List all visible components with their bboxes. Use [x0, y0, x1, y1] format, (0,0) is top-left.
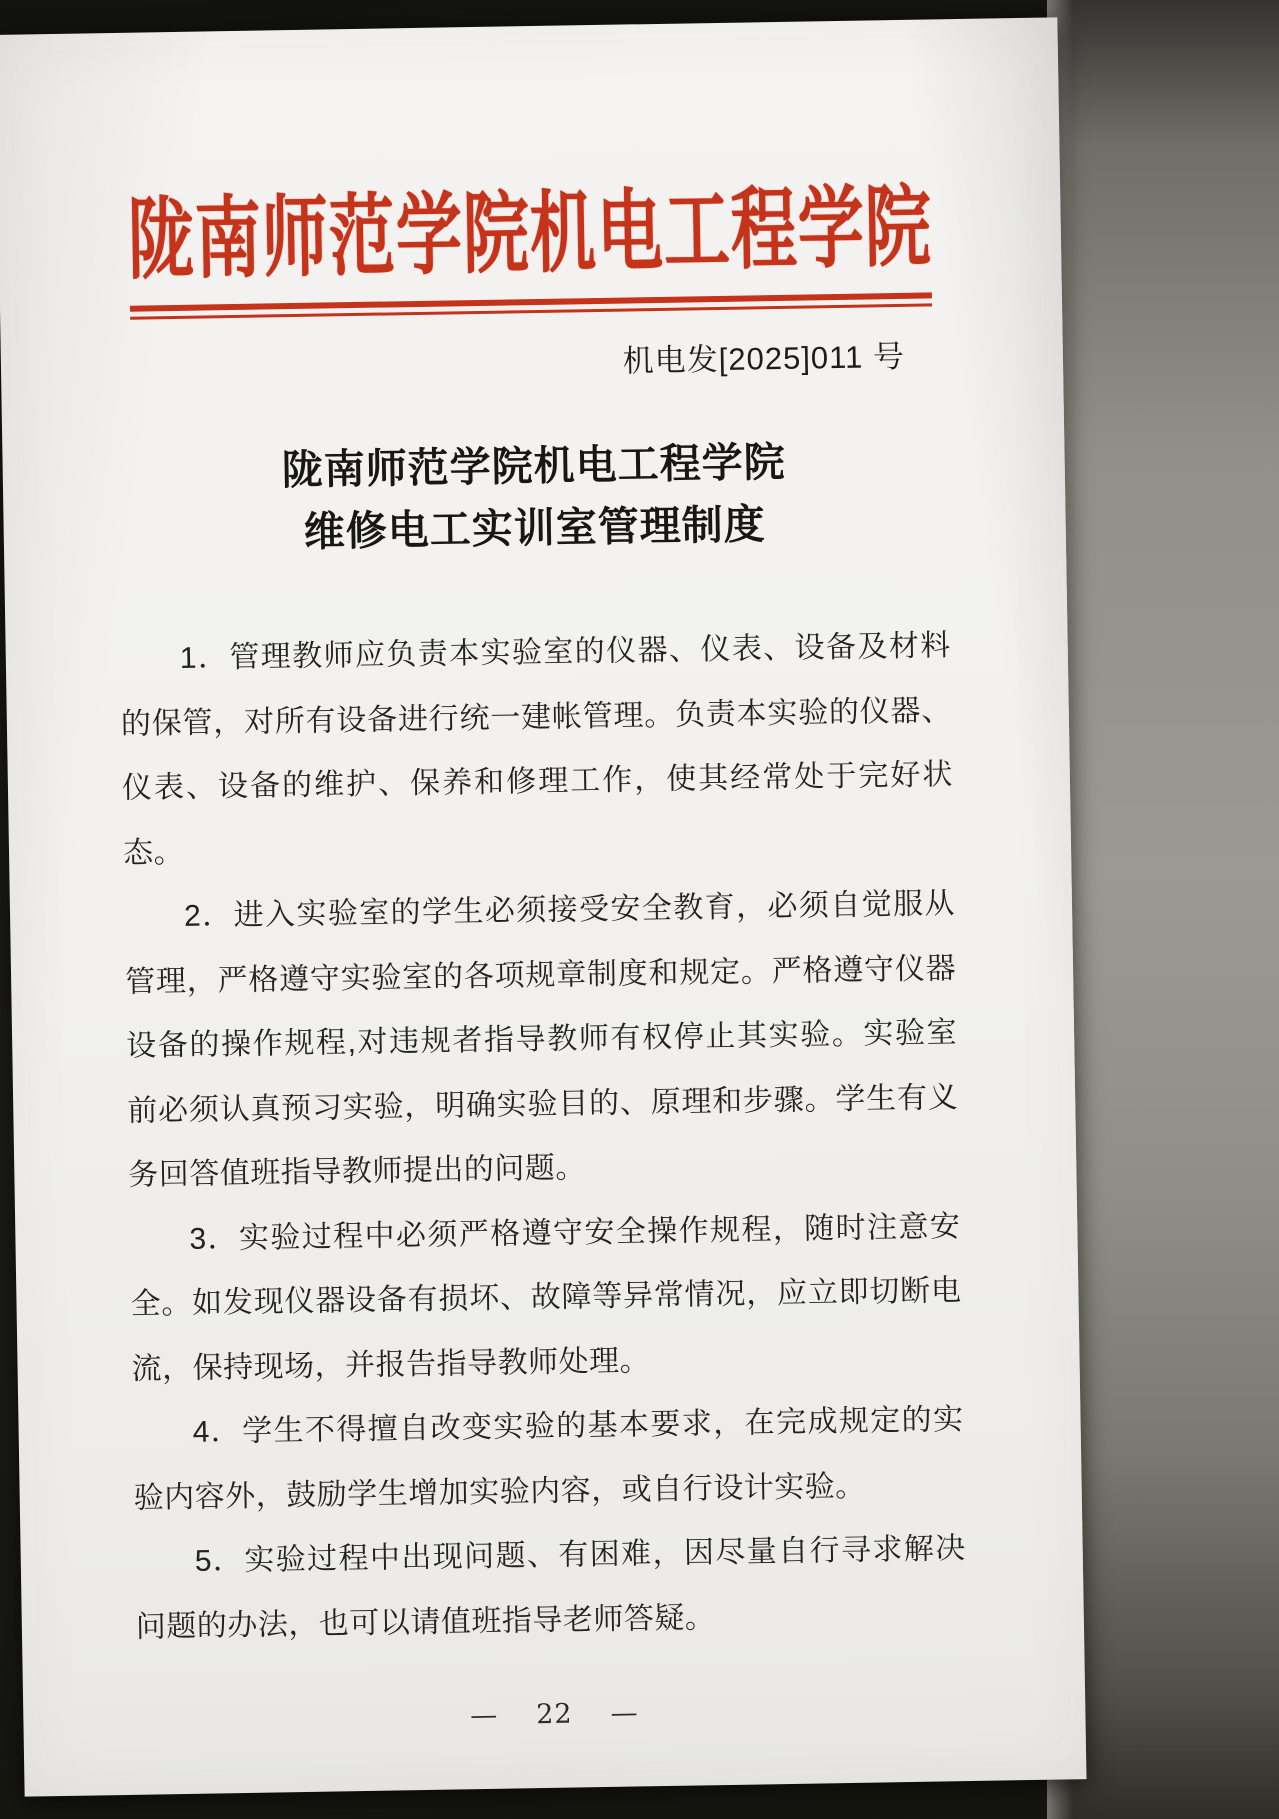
document-title-line1: 陇南师范学院机电工程学院 [281, 438, 787, 494]
footer-dash-right: — [610, 1697, 639, 1729]
paragraph-4: 4．学生不得擅自改变实验的基本要求，在完成规定的实验内容外，鼓励学生增加实验内容，或自行设计实验。 [133, 1403, 964, 1515]
letterhead-title: 陇南师范学院机电工程学院 [127, 173, 933, 293]
page-footer [23, 1690, 1085, 1739]
document-body [119, 614, 967, 1660]
page-number: 22 [535, 1698, 573, 1731]
letterhead-rule [130, 292, 932, 319]
document-number: 机电发[2025]011 号 [622, 338, 906, 379]
paragraph-5: 5．实验过程中出现问题、有困难，因尽量自行寻求解决问题的办法，也可以请值班指导老师答疑。 [135, 1532, 966, 1644]
document-page [0, 17, 1087, 1796]
footer-dash-left: — [469, 1699, 499, 1732]
paragraph-1: 1．管理教师应负责本实验室的仪器、仪表、设备及材料的保管，对所有设备进行统一建帐管理。负责本实验的仪器、仪表、设备的维护、保养和修理工作，使其经常处于完好状态。 [120, 629, 954, 870]
paragraph-2: 2．进入实验室的学生必须接受安全教育，必须自觉服从管理，严格遵守实验室的各项规章制度和规定。严格遵守仪器设备的操作规程,对违规者指导教师有权停止其实验。实验室前必须认真预习实验，明确实验目的、原理和步骤。学生有义务回答值班指导教师提出的问题。 [124, 887, 959, 1192]
letterhead-rule-thick-line [130, 292, 932, 311]
paragraph-3: 3．实验过程中必须严格遵守安全操作规程，随时注意安全。如发现仪器设备有损坏、故障等异常情况，应立即切断电流，保持现场，并报告指导教师处理。 [130, 1209, 962, 1386]
document-title [2, 427, 1066, 568]
document-title-line2: 维修电工实训室管理制度 [303, 500, 767, 555]
